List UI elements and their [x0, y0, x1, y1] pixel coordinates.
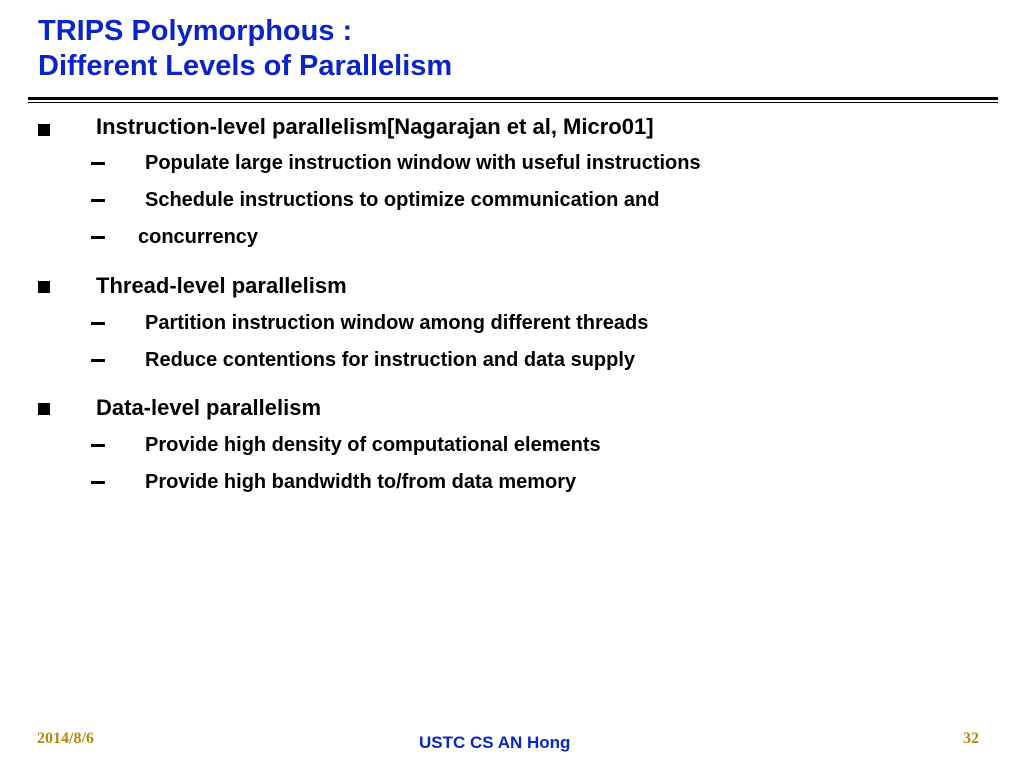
square-bullet-icon [38, 281, 50, 293]
list-item: Schedule instructions to optimize communication and [145, 189, 660, 211]
list-item: Provide high density of computational elements [145, 434, 601, 456]
section-heading-instruction-level: Instruction-level parallelism[Nagarajan et al, Micro01] [96, 114, 654, 139]
dash-bullet-icon [91, 322, 105, 325]
section-heading-data-level: Data-level parallelism [96, 395, 322, 420]
square-bullet-icon [38, 124, 50, 136]
dash-bullet-icon [91, 444, 105, 447]
list-item: concurrency [138, 226, 259, 248]
footer-page-number: 32 [963, 730, 979, 747]
dash-bullet-icon [91, 481, 105, 484]
list-item: Partition instruction window among different threads [145, 312, 649, 334]
footer-author: USTC CS AN Hong [419, 733, 571, 752]
list-item: Reduce contentions for instruction and data supply [145, 349, 636, 371]
square-bullet-icon [38, 403, 50, 415]
list-item: Provide high bandwidth to/from data memory [145, 471, 577, 493]
section-heading-thread-level: Thread-level parallelism [96, 273, 347, 298]
dash-bullet-icon [91, 236, 105, 239]
dash-bullet-icon [91, 162, 105, 165]
dash-bullet-icon [91, 199, 105, 202]
list-item: Populate large instruction window with useful instructions [145, 152, 701, 174]
dash-bullet-icon [91, 359, 105, 362]
title-line-2: Different Levels of Parallelism [38, 50, 453, 82]
title-line-1: TRIPS Polymorphous : [38, 15, 353, 47]
footer-date: 2014/8/6 [37, 730, 94, 747]
